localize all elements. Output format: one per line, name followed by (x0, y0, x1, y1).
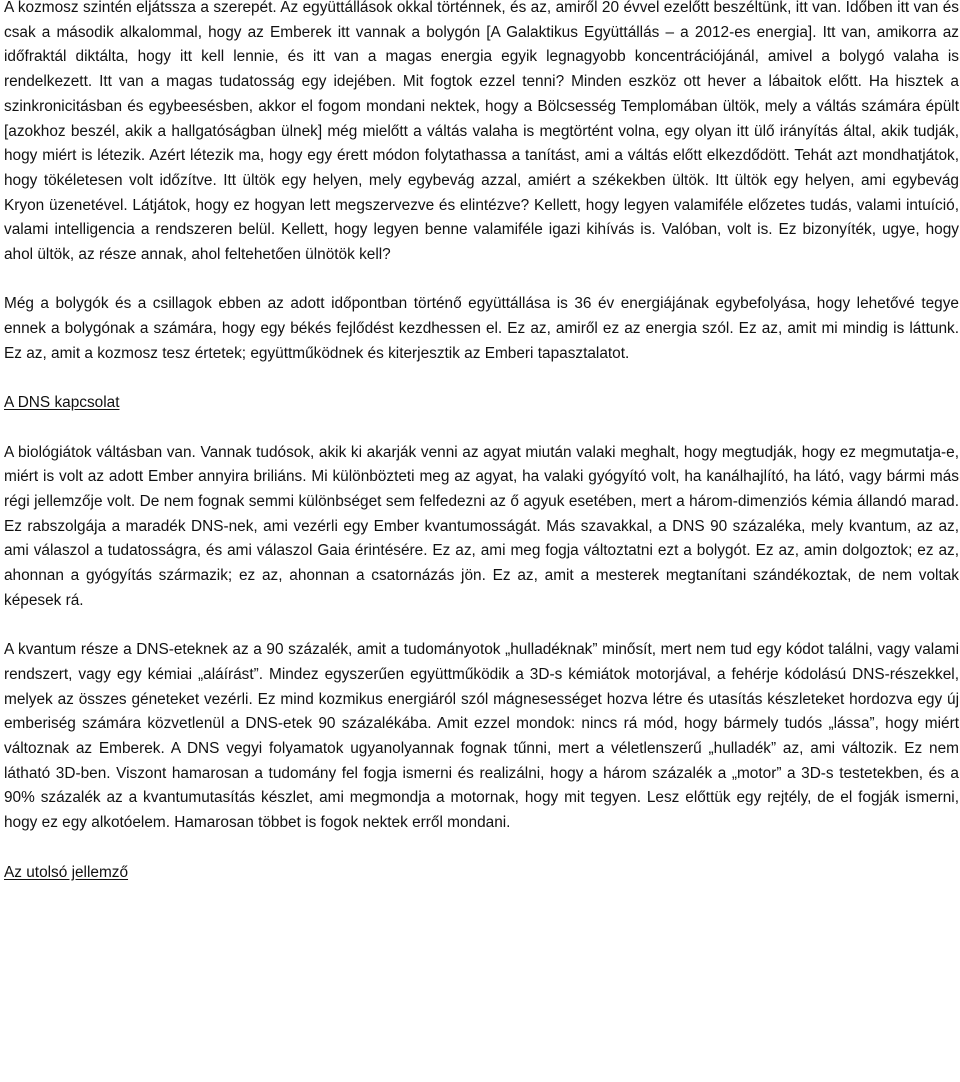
paragraph-biology: A biológiátok váltásban van. Vannak tudósok, akik ki akarják venni az agyat miután valaki meghalt, hogy megtudják, hogy ez megmutatja-e, miért is volt az adott Ember annyira briliáns. Mi különbözteti meg az agyat, ha valaki gyógyító volt, ha kanálhajlító, ha látó, vagy bármi más régi jellemzője volt. De nem fognak semmi különbséget sem felfedezni az ő agyuk esetében, mert a három-dimenziós kémia állandó marad. Ez rabszolgája a maradék DNS-nek, ami vezérli egy Ember kvantumosságát. Más szavakkal, a DNS 90 százaléka, mely kvantum, az az, ami válaszol a tudatosságra, és ami válaszol Gaia érintésére. Ez az, ami meg fogja változtatni ezt a bolygót. Ez az, amin dolgoztok; ez az, ahonnan a gyógyítás származik; ez az, ahonnan a csatornázás jön. Ez az, amit a mesterek megtanítani szándékoztak, de nem voltak képesek rá. (4, 443, 959, 609)
paragraph-spacer (4, 416, 959, 441)
paragraph-spacer (4, 836, 959, 861)
paragraph-alignment: Még a bolygók és a csillagok ebben az adott időpontban történő együttállása is 36 év energiájának egybefolyása, hogy lehetővé tegye ennek a bolygónak a számára, hogy egy békés fejlődést kezdhessen el. Ez az, amiről ez az energia szól. Ez az, amit mi mindig is láttunk. Ez az, amit a kozmosz tesz értetek; együttműködnek és kiterjesztik az Emberi tapasztalatot. (4, 295, 959, 362)
paragraph-cosmos: A kozmosz szintén eljátssza a szerepét. Az együttállások okkal történnek, és az, amiről 20 évvel ezelőtt beszéltünk, itt van. Időben itt van és csak a második alkalommal, hogy az Emberek itt vannak a bolygón [A Galaktikus Együttállás – a 2012-es energia]. Itt van, amikorra az időfraktál diktálta, hogy itt kell lennie, és itt van a magas energia egyik legnagyobb koncentrációjánál, amivel a bolygó valaha is rendelkezett. Itt van a magas tudatosság egy idejében. Mit fogtok ezzel tenni? Minden eszköz ott hever a lábaitok előtt. Ha hisztek a szinkronicitásban és egybeesésben, akkor el fogom mondani nektek, hogy a Bölcsesség Templomában ültök, mely a váltás számára épült [azokhoz beszél, akik a hallgatóságban ülnek] még mielőtt a váltás valaha is megtörtént volna, egy olyan itt ülő irányítás által, akik tudják, hogy miért is létezik. Azért létezik ma, hogy egy érett módon folytathassa a tanítást, ami a váltás előtt elkezdődött. Tehát azt mondhatjátok, hogy tökéletesen volt időzítve. Itt ültök egy helyen, mely egybevág azzal, amiért a székekben ültök. Itt ültök egy helyen, ami egybevág Kryon üzenetével. Látjátok, hogy ez hogyan lett megszervezve és elintézve? Kellett, hogy legyen valamiféle előzetes tudás, valami intuíció, valami intelligencia a rendszeren belül. Kellett, hogy legyen benne valamiféle igazi kihívás is. Valóban, volt is. Ez bizonyíték, ugye, hogy ahol ültök, az része annak, ahol feltehetően ülnötök kell? (4, 0, 959, 264)
section-heading-dns: A DNS kapcsolat (4, 394, 120, 412)
paragraph-quantum: A kvantum része a DNS-eteknek az a 90 százalék, amit a tudományotok „hulladéknak” minősít, mert nem tud egy kódot találni, vagy valami rendszert, vagy egy kémiai „aláírást”. Mindez egyszerűen együttműködik a 3D-s kémiátok motorjával, a fehérje kódolású DNS-részekkel, melyek az összes géneteket vezérli. Ez mind kozmikus energiáról szól mágnesességet hozva létre és utasítás készleteket hordozva egy új emberiség számára közvetlenül a DNS-etek 90 százalékába. Amit ezzel mondok: nincs rá mód, hogy bármely tudós „lássa”, hogy miért változnak az Emberek. A DNS vegyi folyamatok ugyanolyannak fognak tűnni, mert a véletlenszerű „hulladék” az, ami változik. Ez nem látható 3D-ben. Viszont hamarosan a tudomány fel fogja ismerni és realizálni, hogy a három százalék a „motor” a 3D-s testetekben, és a 90% százalék az a kvantumutasítás készlet, ami megmondja a motornak, hogy mit tegyen. Lesz előttük egy rejtély, de el fogják ismerni, hogy ez egy alkotóelem. Hamarosan többet is fogok nektek erről mondani. (4, 641, 959, 832)
section-heading-last-attribute: Az utolsó jellemző (4, 863, 129, 881)
paragraph-spacer (4, 268, 959, 293)
paragraph-spacer (4, 367, 959, 392)
paragraph-spacer (4, 614, 959, 639)
